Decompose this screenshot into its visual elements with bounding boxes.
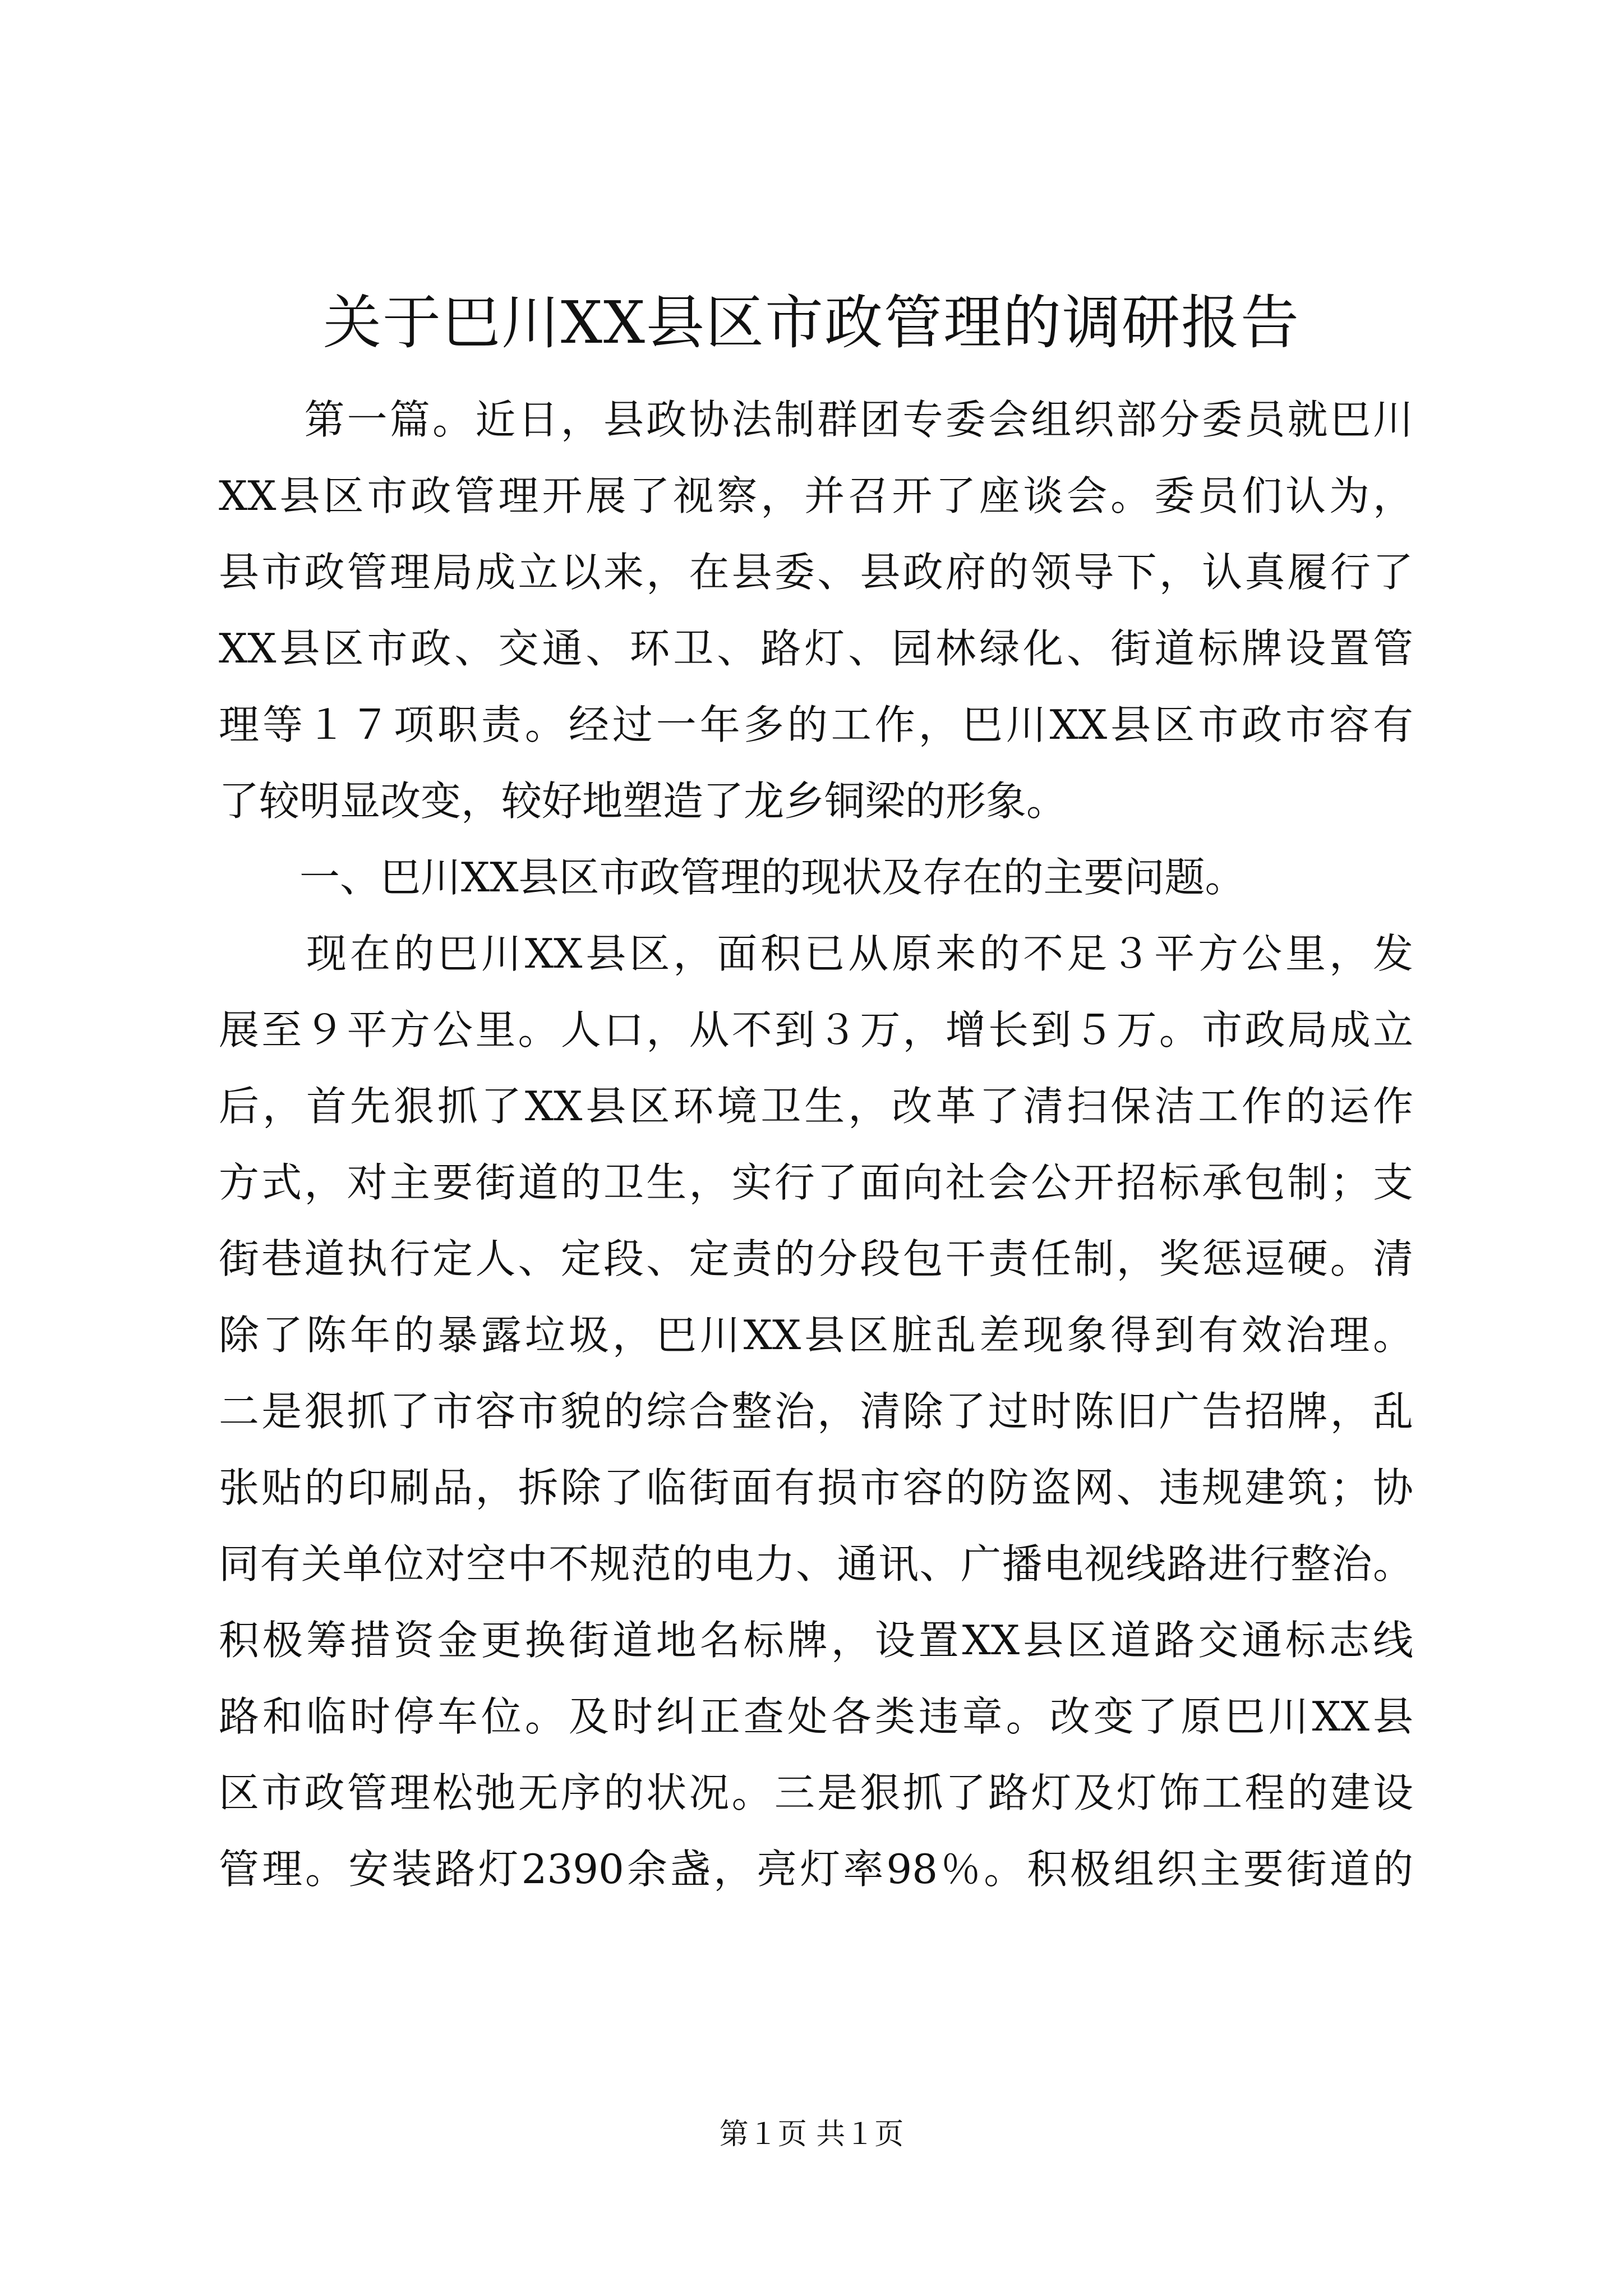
body-line: 理等１７项职责。经过一年多的工作，巴川XX县区市政市容有 — [219, 701, 1413, 748]
document-body — [219, 381, 1413, 1907]
body-line: 展至９平方公里。人口，从不到３万，增长到５万。市政局成立 — [219, 1006, 1413, 1053]
body-line: 同有关单位对空中不规范的电力、通讯、广播电视线路进行整治。 — [219, 1540, 1413, 1588]
body-line: XX县区市政管理开展了视察，并召开了座谈会。委员们认为， — [219, 472, 1413, 519]
body-line: 了较明显改变，较好地塑造了龙乡铜梁的形象。 — [219, 777, 1067, 825]
body-line: 第一篇。近日，县政协法制群团专委会组织部分委员就巴川 — [219, 396, 1413, 443]
body-line: 街巷道执行定人、定段、定责的分段包干责任制，奖惩逗硬。清 — [219, 1235, 1413, 1282]
document-title: 关于巴川XX县区市政管理的调研报告 — [322, 288, 1301, 357]
section-heading: 一、巴川XX县区市政管理的现状及存在的主要问题。 — [219, 854, 1246, 901]
body-line: 路和临时停车位。及时纠正查处各类违章。改变了原巴川XX县 — [219, 1693, 1413, 1740]
page-footer: 第１页 共１页 — [719, 2118, 904, 2151]
body-line: 县市政管理局成立以来，在县委、县政府的领导下，认真履行了 — [219, 549, 1413, 596]
body-line: 积极筹措资金更换街道地名标牌，设置XX县区道路交通标志线 — [219, 1617, 1413, 1664]
body-line: 管理。安装路灯2390余盏，亮灯率98％。积极组织主要街道的 — [219, 1846, 1413, 1893]
body-line: 除了陈年的暴露垃圾，巴川XX县区脏乱差现象得到有效治理。 — [219, 1312, 1413, 1359]
body-line: 方式，对主要街道的卫生，实行了面向社会公开招标承包制；支 — [219, 1159, 1413, 1206]
body-line: 张贴的印刷品，拆除了临街面有损市容的防盗网、违规建筑；协 — [219, 1464, 1413, 1511]
body-line: 现在的巴川XX县区，面积已从原来的不足３平方公里，发 — [219, 930, 1413, 977]
body-line: 区市政管理松弛无序的状况。三是狠抓了路灯及灯饰工程的建设 — [219, 1769, 1413, 1816]
body-line: 后，首先狠抓了XX县区环境卫生，改革了清扫保洁工作的运作 — [219, 1083, 1413, 1130]
body-line: 二是狠抓了市容市貌的综合整治，清除了过时陈旧广告招牌，乱 — [219, 1388, 1413, 1435]
body-line: XX县区市政、交通、环卫、路灯、园林绿化、街道标牌设置管 — [219, 625, 1413, 672]
